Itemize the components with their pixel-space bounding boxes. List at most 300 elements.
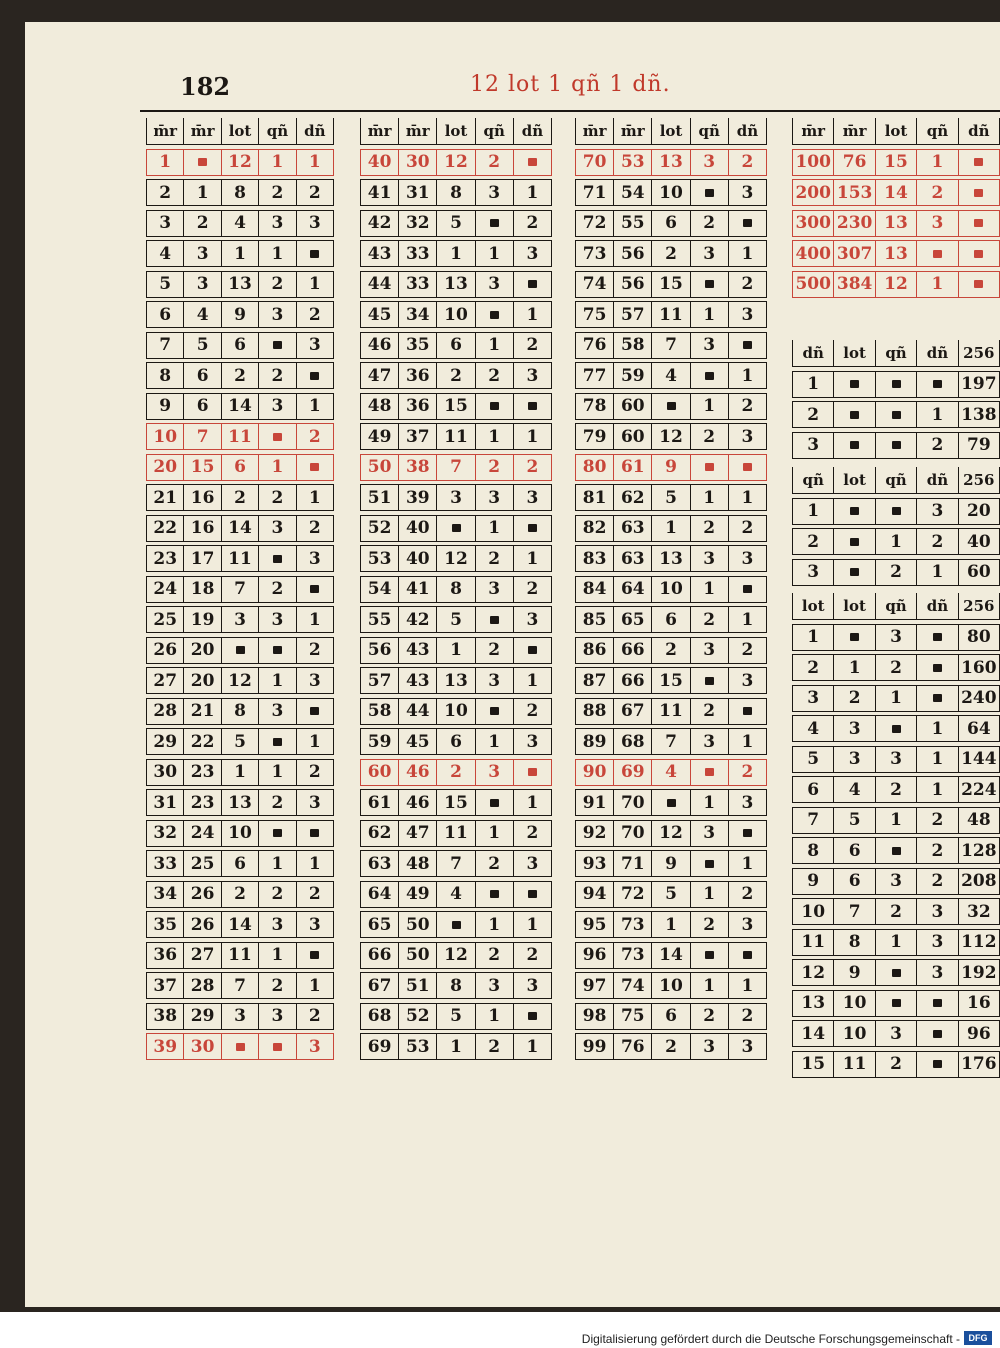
table-cell: 3 [221,607,258,632]
table-cell: 3 [728,546,767,571]
table-cell: 2 [475,455,513,480]
table-row [146,728,334,755]
table-col-4-denari [792,340,1000,462]
table-cell: 6 [221,455,258,480]
table-cell: 3 [916,960,957,985]
table-cell: 2 [728,516,767,541]
table-cell: 1 [221,241,258,266]
table-cell: 46 [360,333,398,358]
table-cell: 2 [475,851,513,876]
table-cell: 1 [875,930,916,955]
table-cell: 64 [613,577,651,602]
table-cell: 1 [436,241,474,266]
table-row [146,942,334,969]
table-cell: 2 [728,394,767,419]
table-cell: 3 [916,899,957,924]
table-cell: 24 [183,821,220,846]
table-cell: 197 [958,372,1000,397]
table-cell: 2 [833,686,874,711]
nulla-mark-icon [475,882,513,907]
table-cell: 63 [360,851,398,876]
table-cell: 6 [792,777,833,802]
table-cell: 7 [792,808,833,833]
table-row [360,942,552,969]
table-cell: 44 [360,272,398,297]
table-cell: 47 [360,363,398,388]
table-row [792,929,1000,956]
table-row [360,789,552,816]
table-cell: m̄r [183,118,220,144]
table-cell: m̄r [833,118,874,144]
nulla-mark-icon [916,372,957,397]
table-cell: 3 [146,211,183,236]
table-cell: 3 [221,1004,258,1029]
nulla-mark-icon [875,372,916,397]
table-cell: 36 [398,363,436,388]
table-cell: m̄r [360,118,398,144]
table-cell: 3 [690,638,728,663]
table-cell: 51 [398,973,436,998]
nulla-mark-icon [258,333,295,358]
table-header-row [575,118,767,145]
table-cell: 12 [221,150,258,175]
table-row [146,210,334,237]
table-row [146,454,334,481]
table-cell: 27 [146,668,183,693]
table-row [146,1003,334,1030]
table-cell: 57 [613,302,651,327]
table-cell: 50 [398,943,436,968]
table-row [360,667,552,694]
table-cell: m̄r [792,118,833,144]
table-cell: 16 [183,516,220,541]
table-cell: 2 [258,973,295,998]
table-cell: 7 [651,729,689,754]
table-cell: 5 [792,747,833,772]
table-cell: 1 [296,607,334,632]
table-cell: 2 [296,302,334,327]
table-cell: 26 [146,638,183,663]
table-cell: lot [833,467,874,493]
table-cell: 6 [436,729,474,754]
table-cell: m̄r [613,118,651,144]
table-cell: 5 [436,1004,474,1029]
nulla-mark-icon [958,241,1000,266]
table-cell: qñ [916,118,957,144]
table-cell: 2 [221,882,258,907]
table-cell: 36 [398,394,436,419]
table-row [360,1033,552,1060]
table-cell: 3 [258,211,295,236]
table-cell: 2 [690,699,728,724]
table-cell: 500 [792,272,833,297]
table-row [792,715,1000,742]
table-cell: 1 [875,808,916,833]
table-cell: 31 [398,180,436,205]
table-cell: 43 [398,638,436,663]
table-cell: 23 [183,790,220,815]
table-cell: 6 [651,1004,689,1029]
table-cell: 3 [728,912,767,937]
table-row [575,1003,767,1030]
table-cell: 2 [258,882,295,907]
table-cell: 12 [792,960,833,985]
table-cell: 56 [360,638,398,663]
table-cell: 21 [183,699,220,724]
nulla-mark-icon [296,241,334,266]
table-cell: 2 [690,912,728,937]
table-cell: 60 [613,424,651,449]
table-cell: 16 [183,485,220,510]
table-cell: 3 [690,821,728,846]
table-cell: 7 [221,577,258,602]
table-col-4-quentin [792,467,1000,589]
table-cell: 3 [513,363,552,388]
table-cell: 3 [183,272,220,297]
table-cell: 93 [575,851,613,876]
table-cell: 29 [146,729,183,754]
table-row [792,210,1000,237]
table-cell: 61 [360,790,398,815]
table-cell: 12 [651,424,689,449]
table-cell: 240 [958,686,1000,711]
table-cell: 10 [651,973,689,998]
table-cell: 88 [575,699,613,724]
table-cell: 1 [436,638,474,663]
table-cell: 46 [398,760,436,785]
table-cell: 11 [221,943,258,968]
table-cell: 68 [360,1004,398,1029]
table-cell: 35 [398,333,436,358]
running-head: 12 lot 1 qñ 1 dñ. [470,72,671,97]
table-cell: 14 [221,912,258,937]
table-cell: 92 [575,821,613,846]
nulla-mark-icon [513,1004,552,1029]
table-row [360,911,552,938]
table-cell: 1 [475,241,513,266]
table-cell: 1 [875,686,916,711]
table-row [575,698,767,725]
table-cell: 27 [183,943,220,968]
table-row [792,240,1000,267]
nulla-mark-icon [258,638,295,663]
table-cell: 1 [436,1034,474,1059]
table-cell: 1 [296,272,334,297]
table-cell: 63 [613,516,651,541]
table-cell: 29 [183,1004,220,1029]
table-cell: 5 [436,607,474,632]
table-cell: 83 [575,546,613,571]
table-cell: 66 [613,638,651,663]
table-cell: 6 [183,363,220,388]
nulla-mark-icon [958,272,1000,297]
table-cell: 1 [690,302,728,327]
table-cell: 24 [146,577,183,602]
table-cell: 25 [146,607,183,632]
table-col-2 [360,118,552,1064]
table-cell: 13 [651,150,689,175]
table-cell: 20 [146,455,183,480]
table-cell: 2 [916,838,957,863]
table-cell: lot [833,593,874,619]
table-cell: 256 [958,467,1000,493]
nulla-mark-icon [728,821,767,846]
table-row [360,454,552,481]
table-cell: 3 [690,1034,728,1059]
nulla-mark-icon [728,455,767,480]
nulla-mark-icon [258,424,295,449]
table-cell: 2 [258,363,295,388]
table-cell: 6 [221,851,258,876]
table-cell: 32 [398,211,436,236]
table-row [575,393,767,420]
table-cell: 75 [575,302,613,327]
table-cell: 37 [398,424,436,449]
nulla-mark-icon [875,716,916,741]
table-cell: 98 [575,1004,613,1029]
table-row [360,576,552,603]
table-cell: 2 [690,424,728,449]
table-row [146,515,334,542]
table-header-row [792,118,1000,145]
table-cell: 1 [475,821,513,846]
table-cell: 1 [513,912,552,937]
table-cell: 2 [296,424,334,449]
table-cell: 3 [475,760,513,785]
table-cell: 75 [613,1004,651,1029]
table-header-row [792,593,1000,620]
table-cell: 20 [958,499,1000,524]
table-row [146,576,334,603]
nulla-mark-icon [690,272,728,297]
table-cell: 20 [183,638,220,663]
table-cell: 7 [183,424,220,449]
table-cell: 46 [398,790,436,815]
table-cell: 39 [146,1034,183,1059]
table-cell: 74 [613,973,651,998]
table-cell: 9 [146,394,183,419]
table-cell: 2 [296,516,334,541]
table-cell: 7 [436,455,474,480]
table-row [575,942,767,969]
table-row [792,271,1000,298]
table-cell: 15 [436,394,474,419]
table-cell: 42 [360,211,398,236]
table-cell: 2 [690,1004,728,1029]
table-cell: 84 [575,577,613,602]
table-cell: 73 [613,912,651,937]
table-cell: 2 [916,529,957,554]
table-cell: 13 [875,241,916,266]
table-cell: 43 [360,241,398,266]
nulla-mark-icon [475,790,513,815]
footer-credit: Digitalisierung gefördert durch die Deutsche Forschungsgemeinschaft - [581,1332,960,1346]
nulla-mark-icon [296,699,334,724]
table-row [792,807,1000,834]
table-cell: 138 [958,402,1000,427]
table-cell: 13 [792,991,833,1016]
table-cell: 7 [651,333,689,358]
nulla-mark-icon [833,433,874,458]
table-cell: 2 [916,808,957,833]
nulla-mark-icon [475,394,513,419]
table-cell: 1 [690,577,728,602]
table-cell: 61 [613,455,651,480]
table-row [360,1003,552,1030]
table-cell: 2 [475,943,513,968]
table-cell: 52 [360,516,398,541]
table-row [146,972,334,999]
table-cell: 6 [436,333,474,358]
table-cell: 2 [146,180,183,205]
table-cell: 80 [958,625,1000,650]
table-cell: 3 [258,394,295,419]
table-cell: 79 [958,433,1000,458]
table-cell: 2 [513,699,552,724]
table-row [360,362,552,389]
table-cell: 2 [221,485,258,510]
table-col-4-lot [792,593,1000,1081]
table-cell: 2 [875,777,916,802]
nulla-mark-icon [513,516,552,541]
nulla-mark-icon [728,333,767,358]
table-cell: 5 [651,882,689,907]
nulla-mark-icon [690,668,728,693]
table-cell: 3 [690,729,728,754]
table-cell: dñ [792,340,833,366]
nulla-mark-icon [916,991,957,1016]
table-row [575,362,767,389]
table-cell: dñ [296,118,334,144]
table-cell: 28 [146,699,183,724]
nulla-mark-icon [916,655,957,680]
nulla-mark-icon [690,851,728,876]
table-cell: 8 [436,973,474,998]
table-cell: 1 [296,150,334,175]
table-row [792,746,1000,773]
table-row [575,881,767,908]
nulla-mark-icon [958,180,1000,205]
table-cell: 49 [398,882,436,907]
table-row [146,637,334,664]
table-row [792,776,1000,803]
table-cell: 60 [360,760,398,785]
table-cell: 2 [436,760,474,785]
table-cell: 23 [183,760,220,785]
table-cell: 2 [651,241,689,266]
table-cell: 5 [436,211,474,236]
table-cell: 9 [221,302,258,327]
table-cell: 86 [575,638,613,663]
table-cell: 4 [221,211,258,236]
table-cell: 2 [475,363,513,388]
table-row [146,484,334,511]
table-cell: 6 [651,211,689,236]
table-cell: 7 [436,851,474,876]
table-cell: 200 [792,180,833,205]
table-cell: 10 [221,821,258,846]
table-cell: 2 [475,1034,513,1059]
table-cell: 14 [651,943,689,968]
table-cell: 10 [146,424,183,449]
table-cell: 3 [296,211,334,236]
table-cell: 1 [475,912,513,937]
table-cell: 1 [513,668,552,693]
table-row [146,393,334,420]
table-cell: 7 [221,973,258,998]
table-cell: 3 [875,869,916,894]
table-row [792,624,1000,651]
table-cell: 3 [916,499,957,524]
table-cell: 11 [833,1052,874,1077]
table-cell: dñ [916,593,957,619]
table-row [146,1033,334,1060]
table-cell: 58 [613,333,651,358]
table-row [360,149,552,176]
table-row [792,837,1000,864]
table-cell: qñ [875,340,916,366]
table-cell: 15 [183,455,220,480]
table-cell: 42 [398,607,436,632]
table-cell: 49 [360,424,398,449]
table-cell: dñ [916,467,957,493]
table-cell: 8 [792,838,833,863]
table-row [792,371,1000,398]
table-row [146,332,334,359]
table-cell: dñ [916,340,957,366]
table-cell: 1 [916,150,957,175]
nulla-mark-icon [728,211,767,236]
table-cell: 1 [296,394,334,419]
table-cell: 10 [833,1021,874,1046]
table-cell: 38 [146,1004,183,1029]
table-row [360,545,552,572]
table-cell: 47 [398,821,436,846]
table-row [575,667,767,694]
table-cell: 14 [875,180,916,205]
table-cell: 2 [296,760,334,785]
table-cell: 15 [436,790,474,815]
table-cell: 72 [575,211,613,236]
table-cell: 3 [296,333,334,358]
table-cell: 8 [221,699,258,724]
nulla-mark-icon [833,560,874,585]
table-cell: 3 [513,729,552,754]
table-cell: 3 [436,485,474,510]
nulla-mark-icon [690,760,728,785]
table-row [792,432,1000,459]
table-row [146,240,334,267]
table-cell: 6 [833,838,874,863]
table-cell: 4 [146,241,183,266]
table-cell: 40 [958,529,1000,554]
table-cell: 36 [146,943,183,968]
nulla-mark-icon [513,272,552,297]
nulla-mark-icon [513,638,552,663]
table-cell: 2 [728,1004,767,1029]
table-row [792,498,1000,525]
table-row [575,637,767,664]
table-cell: 1 [916,747,957,772]
table-cell: 2 [296,180,334,205]
table-cell: 2 [875,1052,916,1077]
nulla-mark-icon [296,943,334,968]
table-cell: 56 [613,241,651,266]
table-cell: 1 [833,655,874,680]
table-cell: 11 [221,424,258,449]
table-cell: 1 [296,973,334,998]
table-cell: 21 [146,485,183,510]
